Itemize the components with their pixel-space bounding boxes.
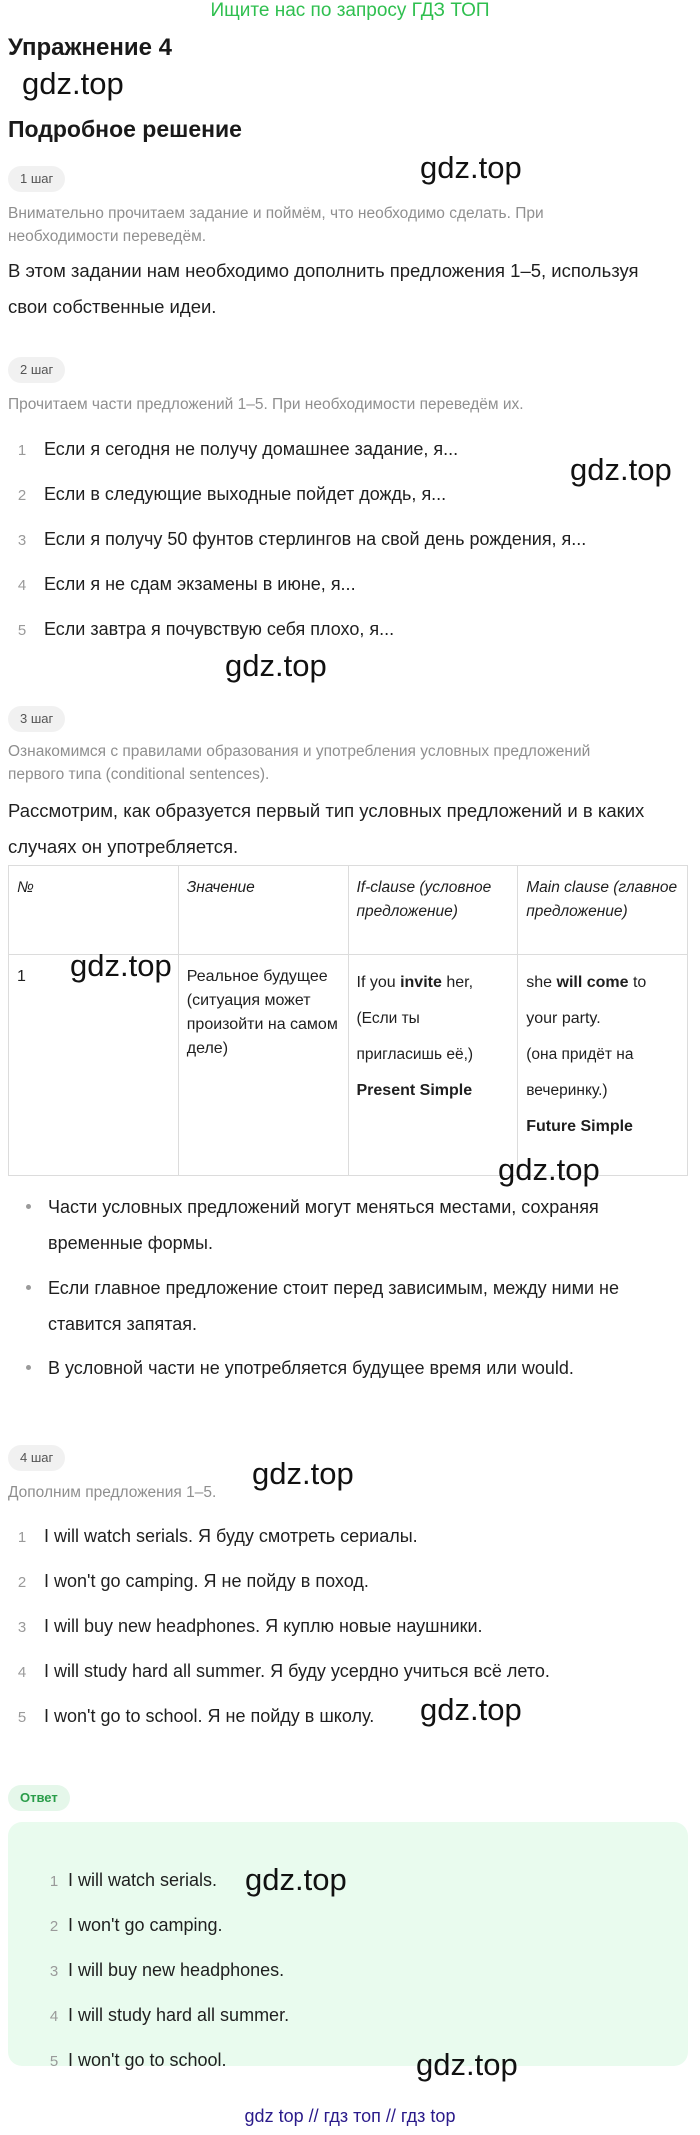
answer-item: [40, 1948, 284, 1993]
watermark: gdz.top: [70, 948, 172, 983]
row-number: 1: [17, 968, 26, 985]
list-number: 5: [17, 622, 27, 639]
list-number: 1: [17, 442, 27, 459]
step-3-text: Рассмотрим, как образуется первый тип условных предложений и в каких случаях он употребляется.: [8, 800, 645, 857]
promo-banner[interactable]: Ищите нас по запросу ГДЗ ТОП: [210, 0, 490, 21]
list-number: 2: [17, 1574, 27, 1591]
watermark: gdz.top: [498, 1152, 600, 1187]
list-number: 4: [17, 577, 27, 594]
main-example-verb: will come: [556, 974, 629, 991]
list-text: I won't go to school.: [68, 2050, 227, 2070]
table-header-row: [9, 866, 688, 955]
bullet-text: Части условных предложений могут меняться местами, сохраняя временные формы.: [48, 1197, 599, 1253]
list-text: I will buy new headphones. Я куплю новые наушники.: [44, 1616, 483, 1636]
list-text: I will study hard all summer. Я буду усердно учиться всё лето.: [44, 1661, 550, 1681]
list-number: 1: [49, 1873, 59, 1890]
list-item: [8, 1604, 688, 1649]
list-number: 3: [17, 1619, 27, 1636]
watermark: gdz.top: [420, 150, 522, 185]
step-2-hint: Прочитаем части предложений 1–5. При необходимости переведём их.: [8, 396, 524, 413]
step-1-text: В этом задании нам необходимо дополнить предложения 1–5, используя свои собственные идеи.: [8, 260, 639, 317]
bullet-item: [8, 1270, 688, 1342]
list-number: 5: [49, 2053, 59, 2070]
if-example-text: her,: [441, 974, 474, 991]
list-text: I will watch serials. Я буду смотреть сериалы.: [44, 1526, 418, 1546]
watermark: gdz.top: [416, 2047, 518, 2082]
list-text: I won't go camping.: [68, 1915, 223, 1935]
meaning-text: Реальное будущее (ситуация может произойти на самом деле): [186, 968, 338, 1057]
list-number: 5: [17, 1709, 27, 1726]
step-1-badge: 1 шаг: [8, 166, 65, 192]
list-item: [8, 1559, 688, 1604]
list-number: 3: [49, 1963, 59, 1980]
list-text: Если я сегодня не получу домашнее задание, я...: [44, 439, 459, 459]
list-text: I will buy new headphones.: [68, 1960, 285, 1980]
watermark: gdz.top: [252, 1456, 354, 1491]
solution-heading: Подробное решение: [8, 116, 242, 142]
list-item: [8, 607, 688, 652]
step-4-hint: Дополним предложения 1–5.: [8, 1484, 217, 1501]
main-example: [526, 965, 679, 1037]
list-item: [8, 517, 688, 562]
main-tense: Future Simple: [526, 1118, 633, 1135]
bullet-dot: [26, 1285, 31, 1290]
answer-badge: Ответ: [8, 1785, 70, 1811]
list-number: 3: [17, 532, 27, 549]
watermark: gdz.top: [245, 1862, 347, 1897]
conditional-table: [8, 865, 688, 1176]
list-item: [8, 1514, 688, 1559]
main-example-text: to your party.: [526, 974, 647, 1027]
bullet-text: В условной части не употребляется будущее время или would.: [48, 1358, 574, 1378]
answer-item: [40, 2038, 227, 2083]
list-item: [8, 562, 688, 607]
if-translation: (Если ты пригласишь её,): [356, 1010, 474, 1063]
table-cell-main-clause: [518, 955, 688, 1176]
watermark: gdz.top: [22, 66, 124, 101]
list-text: I will study hard all summer.: [68, 2005, 290, 2025]
list-text: Если я не сдам экзамены в июне, я...: [44, 574, 356, 594]
list-text: Если завтра я почувствую себя плохо, я...: [44, 619, 395, 639]
table-cell-if-clause: [348, 955, 518, 1176]
watermark: gdz.top: [570, 452, 672, 487]
watermark: gdz.top: [420, 1692, 522, 1727]
step-3-hint: Ознакомимся с правилами образования и употребления условных предложений первого типа (conditional sentences).: [8, 743, 591, 783]
list-text: Если я получу 50 фунтов стерлингов на свой день рождения, я...: [44, 529, 587, 549]
watermark: gdz.top: [225, 648, 327, 683]
list-number: 2: [49, 1918, 59, 1935]
table-header-cell: №: [9, 866, 179, 955]
table-header-cell: Main clause (главное предложение): [518, 866, 688, 955]
bullet-dot: [26, 1365, 31, 1370]
page-title: Упражнение 4: [8, 34, 172, 61]
if-example-verb: invite: [400, 974, 442, 991]
list-text: I won't go to school. Я не пойду в школу.: [44, 1706, 375, 1726]
table-row: [9, 955, 688, 1176]
list-item: [8, 1694, 688, 1739]
list-number: 4: [49, 2008, 59, 2025]
step-4-badge: 4 шаг: [8, 1445, 65, 1471]
answer-item: [40, 1903, 223, 1948]
list-number: 1: [17, 1529, 27, 1546]
if-example: [357, 965, 510, 1001]
main-translation: (она придёт на вечеринку.): [526, 1046, 634, 1099]
step-1-hint: Внимательно прочитаем задание и поймём, что необходимо сделать. При необходимости переведём.: [8, 205, 544, 245]
if-tense: Present Simple: [356, 1082, 473, 1099]
list-text: I will watch serials.: [68, 1870, 218, 1890]
list-item: [8, 1649, 688, 1694]
bullet-item: [8, 1350, 688, 1386]
list-number: 2: [17, 487, 27, 504]
step-3-badge: 3 шаг: [8, 706, 65, 732]
footer-links[interactable]: gdz top // гдз топ // гдз top: [244, 2106, 456, 2126]
list-text: Если в следующие выходные пойдет дождь, я...: [44, 484, 447, 504]
step-2-badge: 2 шаг: [8, 357, 65, 383]
list-number: 4: [17, 1664, 27, 1681]
answer-item: [40, 1858, 217, 1903]
main-example-text: she: [526, 974, 557, 991]
table-header-cell: Значение: [178, 866, 348, 955]
bullet-text: Если главное предложение стоит перед зависимым, между ними не ставится запятая.: [48, 1278, 619, 1334]
bullet-dot: [26, 1204, 31, 1209]
if-example-text: If you: [356, 974, 401, 991]
answer-item: [40, 1993, 289, 2038]
table-cell-meaning: [178, 955, 348, 1176]
list-text: I won't go camping. Я не пойду в поход.: [44, 1571, 369, 1591]
bullet-item: [8, 1189, 688, 1261]
table-cell-num: [9, 955, 179, 1176]
table-header-cell: If-clause (условное предложение): [348, 866, 518, 955]
